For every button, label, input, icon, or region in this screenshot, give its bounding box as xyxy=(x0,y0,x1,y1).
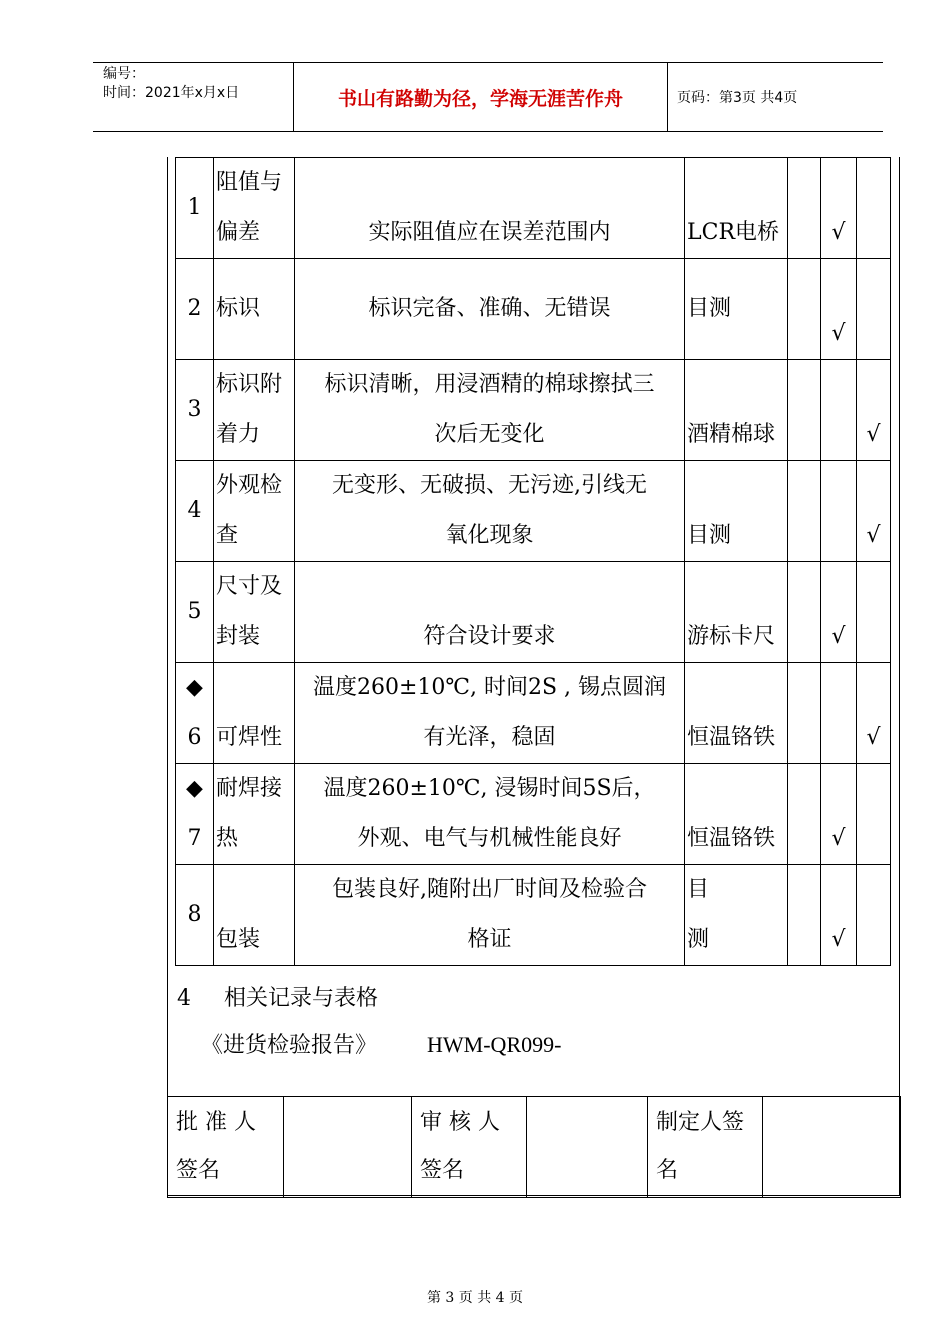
check-cell-c3[interactable]: √ xyxy=(857,360,891,461)
check-cell-c1[interactable] xyxy=(788,764,821,865)
check-cell-c2[interactable] xyxy=(821,663,857,764)
row-number-line: 2 xyxy=(187,296,202,321)
document-number: 编号： xyxy=(103,66,145,82)
inspection-requirement-line xyxy=(295,158,684,208)
records-entry xyxy=(177,1022,561,1069)
inspection-item xyxy=(214,158,295,259)
check-cell-c2[interactable]: √ xyxy=(821,158,857,259)
inspection-item xyxy=(214,461,295,562)
inspection-requirement xyxy=(295,259,685,360)
page-footer: 第 3 页 共 4 页 xyxy=(426,1290,524,1306)
inspection-method-line: 酒精棉球 xyxy=(687,422,776,447)
inspection-item xyxy=(214,360,295,461)
check-cell-c2[interactable]: √ xyxy=(821,259,857,360)
header-page-number: 页码：第3页 共4页 xyxy=(677,90,798,106)
inspection-item-line xyxy=(216,865,294,915)
inspection-method-line: 恒温铬铁 xyxy=(687,725,776,750)
inspection-requirement-line: 氧化现象 xyxy=(445,523,534,548)
row-number xyxy=(176,360,214,461)
inspection-item-line: 查 xyxy=(216,523,239,548)
check-cell-c1[interactable] xyxy=(788,865,821,966)
inspection-method-line: 目测 xyxy=(687,523,732,548)
inspection-requirement-line: 温度260±10℃, 浸锡时间5S后， xyxy=(323,776,656,801)
inspection-method-line: 目测 xyxy=(687,296,732,321)
row-number-line: 5 xyxy=(187,599,202,624)
signoff-table xyxy=(167,1096,901,1198)
inspection-requirement-line: 符合设计要求 xyxy=(423,624,556,649)
reviewer-signature-field[interactable] xyxy=(527,1097,648,1198)
records-doc-name: 《进货检验报告》 xyxy=(201,1033,378,1058)
inspection-item-line: 包装 xyxy=(216,927,261,952)
inspection-method-line: LCR电桥 xyxy=(687,220,780,245)
inspection-method xyxy=(685,865,788,966)
check-cell-c3[interactable]: √ xyxy=(857,663,891,764)
inspection-method-line xyxy=(687,562,787,612)
check-cell-c1[interactable] xyxy=(788,663,821,764)
inspection-method xyxy=(685,663,788,764)
document-time: 时间：2021年x月x日 xyxy=(103,85,240,101)
inspection-row xyxy=(176,865,891,966)
inspection-requirement-line: 次后无变化 xyxy=(434,422,545,447)
row-number xyxy=(176,259,214,360)
check-cell-c2[interactable]: √ xyxy=(821,764,857,865)
inspection-row xyxy=(176,764,891,865)
inspection-row xyxy=(176,663,891,764)
check-cell-c1[interactable] xyxy=(788,259,821,360)
inspection-item-line: 可焊性 xyxy=(216,725,283,750)
inspection-requirement xyxy=(295,663,685,764)
row-number-line: ◆ xyxy=(186,675,203,700)
inspection-requirement-line: 标识完备、准确、无错误 xyxy=(368,296,611,321)
inspection-item-line: 尺寸及 xyxy=(216,574,283,599)
records-section xyxy=(177,976,561,1069)
inspection-row xyxy=(176,158,891,259)
row-number xyxy=(176,764,214,865)
inspection-item-line xyxy=(216,663,294,713)
header-motto: 书山有路勤为径，学海无涯苦作舟 xyxy=(294,63,668,131)
row-number-line: 1 xyxy=(187,195,202,220)
check-cell-c1[interactable] xyxy=(788,461,821,562)
check-cell-c2[interactable] xyxy=(821,360,857,461)
check-cell-c3[interactable] xyxy=(857,562,891,663)
inspection-table xyxy=(175,157,891,966)
inspection-requirement xyxy=(295,764,685,865)
preparer-signature-field[interactable] xyxy=(763,1097,901,1198)
approver-signature-field[interactable] xyxy=(284,1097,412,1198)
check-cell-c3[interactable] xyxy=(857,259,891,360)
inspection-method-line xyxy=(687,764,787,814)
records-heading-text: 相关记录与表格 xyxy=(224,986,379,1011)
check-cell-c3[interactable] xyxy=(857,764,891,865)
inspection-method-line xyxy=(687,158,787,208)
inspection-requirement-line: 标识清晰，用浸酒精的棉球擦拭三 xyxy=(324,372,655,397)
reviewer-label: 审 核 人签名 xyxy=(412,1097,527,1198)
page-header xyxy=(93,62,883,132)
inspection-requirement xyxy=(295,865,685,966)
inspection-item-line: 阻值与 xyxy=(216,170,283,195)
inspection-item-line: 封装 xyxy=(216,624,261,649)
check-cell-c3[interactable]: √ xyxy=(857,461,891,562)
inspection-item-line: 外观检 xyxy=(216,473,283,498)
check-cell-c3[interactable] xyxy=(857,865,891,966)
inspection-requirement-line: 实际阻值应在误差范围内 xyxy=(368,220,611,245)
records-heading-number: 4 xyxy=(177,986,191,1011)
row-number xyxy=(176,461,214,562)
inspection-item xyxy=(214,562,295,663)
inspection-requirement-line: 包装良好,随附出厂时间及检验合 xyxy=(332,877,647,902)
inspection-item-line: 标识附 xyxy=(216,372,283,397)
check-cell-c1[interactable] xyxy=(788,562,821,663)
inspection-row xyxy=(176,461,891,562)
check-cell-c2[interactable]: √ xyxy=(821,865,857,966)
inspection-item xyxy=(214,865,295,966)
inspection-requirement xyxy=(295,562,685,663)
approver-label: 批 准 人签名 xyxy=(168,1097,284,1198)
inspection-item xyxy=(214,663,295,764)
inspection-requirement xyxy=(295,360,685,461)
inspection-item xyxy=(214,259,295,360)
row-number-line: 7 xyxy=(187,826,202,851)
records-doc-code: HWM-QR099- xyxy=(427,1032,562,1057)
row-number-line: 3 xyxy=(187,397,202,422)
inspection-row xyxy=(176,562,891,663)
inspection-method xyxy=(685,158,788,259)
row-number xyxy=(176,562,214,663)
row-number-line: 6 xyxy=(187,725,202,750)
row-number-line: 4 xyxy=(187,498,202,523)
inspection-method xyxy=(685,360,788,461)
inspection-item-line: 偏差 xyxy=(216,220,261,245)
inspection-method xyxy=(685,461,788,562)
inspection-row xyxy=(176,360,891,461)
inspection-method xyxy=(685,764,788,865)
inspection-method-line: 测 xyxy=(687,927,710,952)
inspection-method-line xyxy=(687,461,787,511)
row-number xyxy=(176,865,214,966)
inspection-requirement-line: 温度260±10℃, 时间2S , 锡点圆润 xyxy=(312,675,667,700)
inspection-item-line: 着力 xyxy=(216,422,261,447)
inspection-method xyxy=(685,259,788,360)
header-meta xyxy=(93,63,294,131)
row-number-line: ◆ xyxy=(186,776,203,801)
check-cell-c1[interactable] xyxy=(788,360,821,461)
inspection-item-line: 标识 xyxy=(216,296,261,321)
check-cell-c2[interactable]: √ xyxy=(821,562,857,663)
inspection-method-line xyxy=(687,360,787,410)
row-number xyxy=(176,663,214,764)
inspection-requirement-line xyxy=(295,562,684,612)
preparer-label: 制定人签名 xyxy=(648,1097,763,1198)
inspection-requirement xyxy=(295,158,685,259)
check-cell-c2[interactable] xyxy=(821,461,857,562)
inspection-method-line xyxy=(687,663,787,713)
row-number xyxy=(176,158,214,259)
inspection-item xyxy=(214,764,295,865)
row-number-line: 8 xyxy=(187,902,202,927)
inspection-requirement-line: 无变形、无破损、无污迹,引线无 xyxy=(332,473,647,498)
inspection-requirement-line: 外观、电气与机械性能良好 xyxy=(357,826,622,851)
inspection-requirement-line: 格证 xyxy=(467,927,512,952)
inspection-requirement-line: 有光泽，稳固 xyxy=(423,725,556,750)
records-heading xyxy=(177,976,561,1022)
inspection-method-line: 恒温铬铁 xyxy=(687,826,776,851)
inspection-method xyxy=(685,562,788,663)
inspection-item-line: 热 xyxy=(216,826,239,851)
check-cell-c3[interactable] xyxy=(857,158,891,259)
inspection-requirement xyxy=(295,461,685,562)
inspection-method-line: 游标卡尺 xyxy=(687,624,776,649)
inspection-item-line: 耐焊接 xyxy=(216,776,283,801)
inspection-row xyxy=(176,259,891,360)
inspection-method-line: 目 xyxy=(687,877,710,902)
check-cell-c1[interactable] xyxy=(788,158,821,259)
